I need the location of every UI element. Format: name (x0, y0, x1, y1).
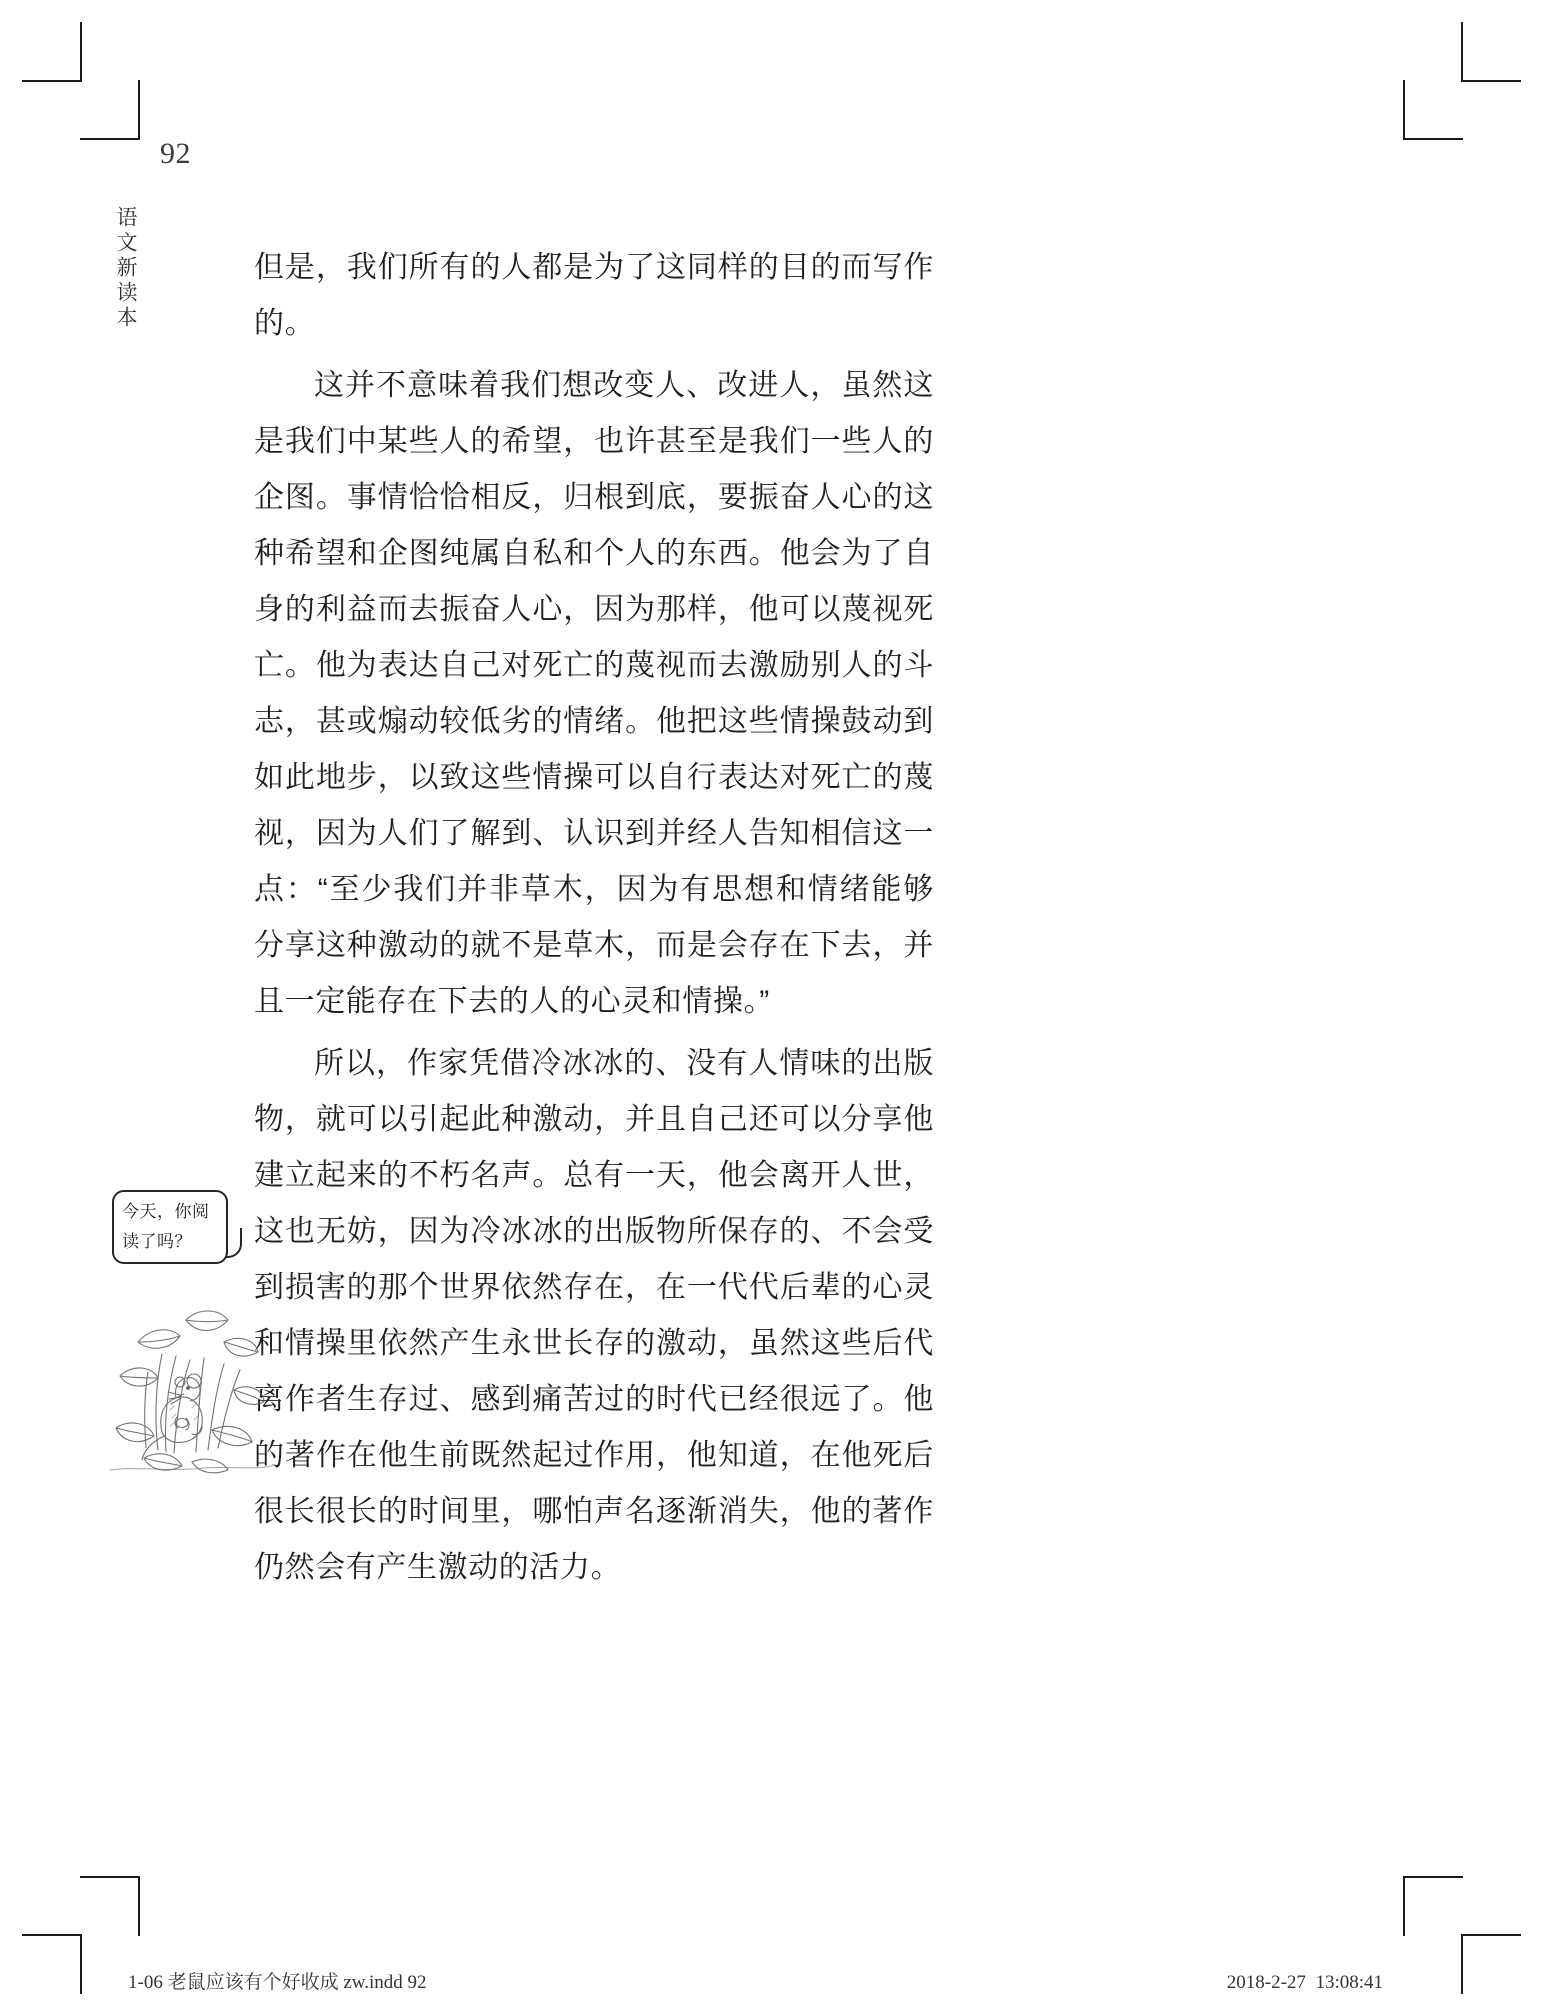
footer-time: 13:08:41 (1315, 1972, 1383, 1993)
crop-mark-bottom-right-outer (1461, 1934, 1521, 1994)
footer-timestamp (1227, 1972, 1383, 1994)
paragraph: 所以，作家凭借冷冰冰的、没有人情味的出版物，就可以引起此种激动，并且自己还可以分享他建立起来的不朽名声。总有一天，他会离开人世，这也无妨，因为冷冰冰的出版物所保存的、不会受到损害的那个世界依然存在，在一代代后辈的心灵和情操里依然产生永世长存的激动，虽然这些后代离作者生存过、感到痛苦过的时代已经很远了。他的著作在他生前既然起过作用，他知道，在他死后很长很长的时间里，哪怕声名逐渐消失，他的著作仍然会有产生激动的活力。 (254, 1047, 934, 1584)
crop-mark-top-right-inner (1403, 80, 1463, 140)
footer-file-title: 老鼠应该有个好收成 (167, 1972, 339, 1993)
crop-mark-bottom-left-outer (22, 1934, 82, 1994)
footer-file-prefix: 1-06 (128, 1972, 168, 1993)
speech-bubble-line-1: 今天，你阅 (122, 1202, 210, 1221)
speech-bubble-line-2: 读了吗？ (122, 1232, 192, 1251)
mouse-illustration (100, 1298, 280, 1478)
crop-mark-bottom-left-inner (80, 1876, 140, 1936)
running-head: 语文新读本 (114, 206, 137, 331)
speech-bubble-text (122, 1197, 222, 1257)
crop-mark-bottom-right-inner (1403, 1876, 1463, 1936)
paragraph: 但是，我们所有的人都是为了这同样的目的而写作的。 (254, 251, 934, 340)
page-number: 92 (160, 137, 191, 170)
footer-file-suffix: zw.indd 92 (338, 1972, 427, 1993)
crop-mark-top-left-outer (22, 22, 82, 82)
crop-mark-top-right-outer (1461, 22, 1521, 82)
mouse-among-leaves-icon (100, 1298, 280, 1478)
footer-file-info (128, 1967, 427, 1994)
paragraph: 这并不意味着我们想改变人、改进人，虽然这是我们中某些人的希望，也许甚至是我们一些人的企图。事情恰恰相反，归根到底，要振奋人心的这种希望和企图纯属自私和个人的东西。他会为了自身的利益而去振奋人心，因为那样，他可以蔑视死亡。他为表达自己对死亡的蔑视而去激励别人的斗志，甚或煽动较低劣的情绪。他把这些情操鼓动到如此地步，以致这些情操可以自行表达对死亡的蔑视，因为人们了解到、认识到并经人告知相信这一点：“至少我们并非草木，因为有思想和情绪能够分享这种激动的就不是草木，而是会存在下去，并且一定能存在下去的人的心灵和情操。” (254, 369, 934, 1018)
crop-mark-top-left-inner (80, 80, 140, 140)
body-text-column (254, 240, 934, 1602)
reading-prompt-callout (112, 1190, 262, 1276)
footer-date: 2018-2-27 (1226, 1972, 1306, 1993)
